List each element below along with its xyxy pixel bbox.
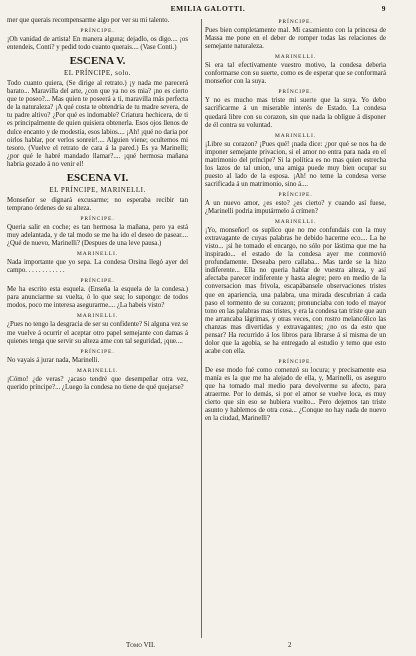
dialogue-paragraph: Y no es mucho mas triste mi suerte que la suya. Yo debo sacrificarme á un miserable interés de Estado. La condesa quedará libre con su corazon, sin que nada la obligue á disponer de él contra su voluntad. <box>205 97 386 129</box>
speaker-label: MARINELLI. <box>76 251 119 258</box>
speaker-label: PRÍNCIPE. <box>278 89 313 96</box>
speaker-label: PRÍNCIPE. <box>278 191 313 198</box>
signature-mark: 2 <box>288 641 292 649</box>
speaker-label: PRÍNCIPE. <box>278 19 313 25</box>
page-footer <box>0 641 416 653</box>
dialogue-paragraph: ¡Cómo! ¿de veras? ¿acaso tendré que desempeñar otra vez, querido príncipe?... ¿Luego la condesa no tiene de qué quejarse? <box>7 375 188 391</box>
dialogue-paragraph: ¡Libre su corazon? ¡Pues qué! ¡nada dice: ¿por qué se nos ha de imponer semejante privacion, si el amor no entra para nada en el matrimonio del príncipe? Si la política es no mas quien estrecha los lazos de tal union, una amiga puede muy bien ocupar su puesto al lado de la esposa. ¡Ah! no teme la condesa verse sacrificada á un matrimonio, sino á.... <box>205 140 386 188</box>
speaker-label: PRÍNCIPE. <box>80 278 115 285</box>
dialogue-paragraph: Todo cuanto quiera, (Se dirige al retrato.) ¡y nada me parecerá barato... Maravilla del arte, ¿con que ya no es mia? ¡no es cierto que te poseo?... Mas quien te poseerá a tí, maravilla más perfecta de la naturaleza? ¡A qué costa te obtendria de tu madre severa, de tu padre altivo? ¿Por qué es indomable? Criatura hechicera, de ti es principalmente de quien quisiera obtenerla. Esos ojos llenos de dulce encanto y de modestia, esos labios.... ¡Ah! ¡qué no daria por oirlos hablar, por verlos sonreir!.... Alguien viene; ocultemos mi tesoro. (Vuelve el retrato de cara á la pared.) Es ya Marinelli; ¿por qué le habré mandado llamar?.... ¡qué hermosa mañana habria gozado á no venir el! <box>7 80 188 168</box>
left-column <box>7 17 188 394</box>
dialogue-paragraph: Me ha escrito esta esquela. (Enseña la esquela de la condesa.) para anunciarme su vuelta, ó lo que sea; lo supongo: de todos modos, poco me interesa asegurarme.... ¿La habeis visto? <box>7 286 188 310</box>
scene-characters: EL PRÍNCIPE, MARINELLI. <box>49 185 146 194</box>
speaker-label: PRÍNCIPE. <box>80 215 115 222</box>
speaker-label: MARINELLI. <box>274 219 317 226</box>
dialogue-paragraph: Queria salir en coche; es tan hermosa la mañana, pero ya está muy adelantada, y de tal modo se me ha ido el deseo de pasear.... ¿Qué de nuevo, Marinelli? (Despues de una leve pausa.) <box>7 223 188 248</box>
dialogue-paragraph: ¿Pues no tengo la desgracia de ser su confidente? Si alguna vez se me vuelve á ocurrir el aceptar otro papel semejante con damas á quienes tenga que servir su alteza ame con tal seguridad, ¡que.... <box>7 321 188 345</box>
scene-characters: EL PRÍNCIPE, solo. <box>63 69 132 78</box>
dialogue-paragraph: Si era tal efectivamente vuestro motivo, la condesa deberia conformarse con su suerte, como es de esperar que se conformará monseñor con la suya. <box>205 62 386 86</box>
dialogue-paragraph: Nada importante que yo sepa. La condesa Orsina llegó ayer del campo. . . . . . . . . . . . <box>7 259 188 275</box>
running-head <box>0 4 416 16</box>
speaker-label: MARINELLI. <box>76 313 119 320</box>
volume-label: Tomo VII. <box>126 641 156 649</box>
speaker-label: MARINELLI. <box>76 367 119 374</box>
scene-heading: ESCENA VI. <box>66 171 129 184</box>
dialogue-paragraph: ¡Oh vanidad de artista! En manera alguna; dejadlo, os digo.... ¡os entendeis, Conti? y pedid todo cuanto querais.... (Vase Conti.) <box>7 36 188 52</box>
speaker-label: PRÍNCIPE. <box>278 358 313 365</box>
dialogue-paragraph: De ese modo fué como comenzó su locura; y precisamente esa manía es la que me ha alejado de ella, y, Marinelli, os aseguro que ha tomado mal medio para devolverme su afecto, para atraerme. Por lo demás, si por el amor se vuelve loca, es muy cierto que sin eso se hubiera vuelto... Pero dejemos tan triste asunto y hablemos de otra cosa... ¿Conque no hay nada de nuevo en la ciudad, Marinelli? <box>205 366 386 423</box>
dialogue-paragraph: Pues bien completamente mal. Mi casamiento con la princesa de Massa me pone en el deber de romper todas las relaciones de semejante naturaleza. <box>205 27 386 51</box>
speaker-label: PRÍNCIPE. <box>80 348 115 355</box>
dialogue-paragraph: A un nuevo amor, ¿es esto? ¿es cierto? y cuando así fuese, ¿Marinelli podria imputármelo á crímen? <box>205 199 386 216</box>
page-title: EMILIA GALOTTI. <box>170 4 246 13</box>
right-column <box>205 17 386 425</box>
dialogue-paragraph: Monseñor se dignará excusarme; no esperaba recibir tan temprano órdenes de su alteza. <box>7 196 188 212</box>
dialogue-paragraph: mer que querais recompensarme algo por ver su mi talento. <box>7 17 170 24</box>
speaker-label: MARINELLI. <box>274 132 317 139</box>
speaker-label: MARINELLI. <box>274 54 317 61</box>
speaker-label: PRÍNCIPE. <box>80 28 115 35</box>
scene-heading: ESCENA V. <box>69 55 126 68</box>
dialogue-paragraph: No vayais á jurar nada, Marinelli. <box>7 356 100 364</box>
column-divider <box>201 19 202 638</box>
dialogue-paragraph: ¡Yo, monseñor! os suplico que no me confundais con la muy extravagante de cuyas palabras he debido hacerme eco.... La he visto... ¡si he tomado el encargo, no sólo por lástima que me ha inspirado... el estado de la condesa ayer me conmovió profundamente. Deseaba pero callaba... Mas tarde se la hizo indiferente... Ella no queria hablar de vuestra alteza, y así afectaba parecer indiferente y hasta alegre; pero en medio de la conversacion mas frivola, escapábansele observaciones tristes que en apariencia, una palabra, una mirada descubrian á cada paso el tormento de su corazon; pronunciaba con todo el mayor tono en las palabras mas tristes, y era la condesa tan triste que aun me arrancaba lágrimas, y otras veces, con rostro melancólico las chanzas mas divertidas y extravagantes; ¿no os da esto que pensar? Ha recurrido á los libros para librarse á sí misma de un dolor que la agobia, se ha entregado al estudio y temo que esto acabe con ella. <box>205 227 386 355</box>
page-number: 9 <box>381 4 386 13</box>
